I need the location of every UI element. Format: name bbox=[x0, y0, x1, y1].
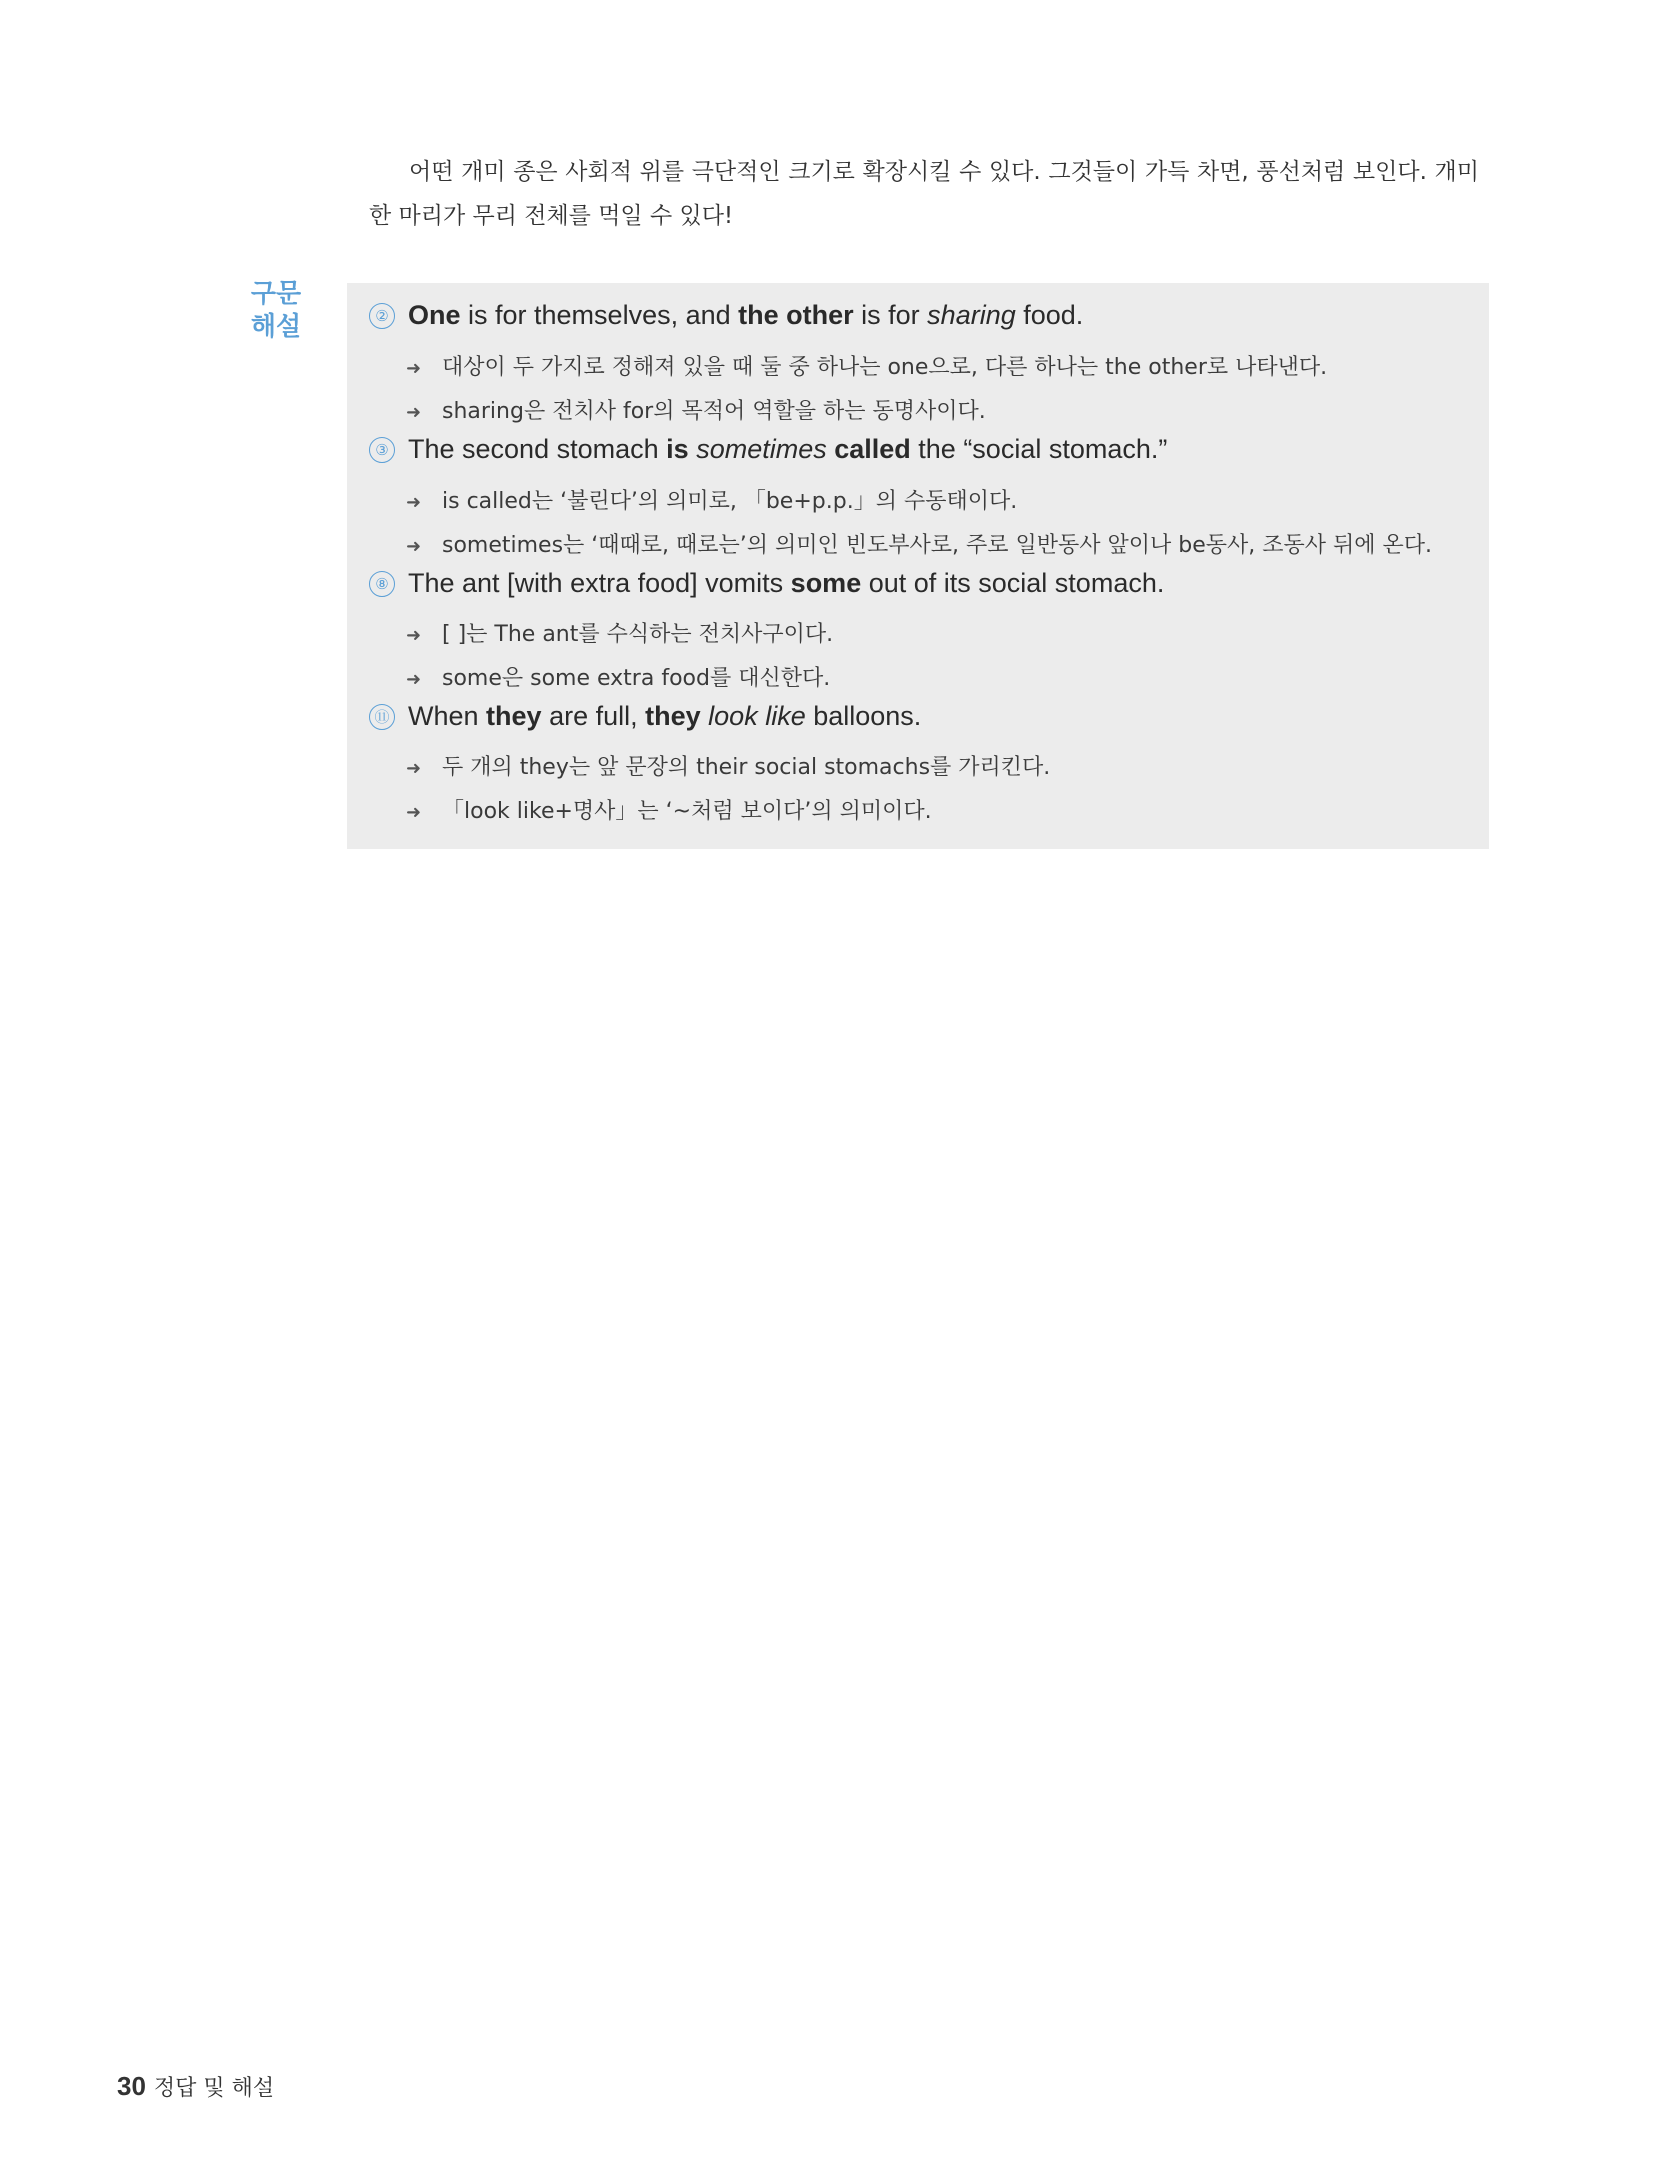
sentence-italic: sometimes bbox=[696, 434, 827, 464]
sentence-bold: called bbox=[834, 434, 911, 464]
section-label-line2: 해설 bbox=[250, 312, 302, 342]
sentence-number-icon: ② bbox=[369, 303, 395, 329]
note-11-1 bbox=[406, 750, 1050, 781]
arrow-right-icon: ➜ bbox=[406, 669, 422, 690]
section-label bbox=[246, 278, 306, 344]
arrow-right-icon: ➜ bbox=[406, 625, 422, 646]
sentence-text: are full, bbox=[541, 701, 646, 731]
korean-translation: 어떤 개미 종은 사회적 위를 극단적인 크기로 확장시킬 수 있다. 그것들이 가득 차면, 풍선처럼 보인다. 개미 한 마리가 무리 전체를 먹일 수 있다! bbox=[369, 159, 1479, 229]
sentence-text: out of its social stomach. bbox=[861, 568, 1165, 598]
sentence-text: balloons. bbox=[805, 701, 922, 731]
note-3-2 bbox=[406, 528, 1432, 559]
sentence-text: The second stomach bbox=[408, 434, 667, 464]
sentence-8 bbox=[369, 568, 1164, 599]
sentence-2 bbox=[369, 300, 1083, 331]
footer-title: 정답 및 해설 bbox=[153, 2076, 275, 2101]
sentence-bold: the other bbox=[738, 300, 854, 330]
arrow-right-icon: ➜ bbox=[406, 402, 422, 423]
sentence-bold: is bbox=[666, 434, 689, 464]
note-text: sharing은 전치사 for의 목적어 역할을 하는 동명사이다. bbox=[442, 399, 986, 424]
sentence-number-icon: ⑪ bbox=[369, 704, 395, 730]
sentence-text: The ant [with extra food] vomits bbox=[408, 568, 791, 598]
note-2-1 bbox=[406, 350, 1327, 381]
sentence-bold: some bbox=[790, 568, 862, 598]
note-11-2 bbox=[406, 794, 932, 825]
sentence-text: is for bbox=[853, 300, 928, 330]
sentence-italic: sharing bbox=[927, 300, 1016, 330]
sentence-3 bbox=[369, 434, 1167, 465]
sentence-11 bbox=[369, 701, 921, 732]
arrow-right-icon: ➜ bbox=[406, 758, 422, 779]
note-text: 대상이 두 가지로 정해져 있을 때 둘 중 하나는 one으로, 다른 하나는 the other로 나타낸다. bbox=[442, 355, 1328, 380]
sentence-bold: One bbox=[408, 300, 461, 330]
note-text: some은 some extra food를 대신한다. bbox=[442, 666, 831, 691]
arrow-right-icon: ➜ bbox=[406, 492, 422, 513]
sentence-bold: they bbox=[645, 701, 701, 731]
note-2-2 bbox=[406, 394, 986, 425]
arrow-right-icon: ➜ bbox=[406, 536, 422, 557]
sentence-number-icon: ⑧ bbox=[369, 571, 395, 597]
note-text: [ ]는 The ant를 수식하는 전치사구이다. bbox=[442, 622, 834, 647]
arrow-right-icon: ➜ bbox=[406, 358, 422, 379]
note-3-1 bbox=[406, 484, 1017, 515]
note-text: is called는 ‘불린다’의 의미로, 「be+p.p.」의 수동태이다. bbox=[442, 489, 1018, 514]
sentence-text: When bbox=[408, 701, 487, 731]
note-text: 「look like+명사」는 ‘~처럼 보이다’의 의미이다. bbox=[442, 799, 932, 824]
note-text: sometimes는 ‘때때로, 때로는’의 의미인 빈도부사로, 주로 일반동사 앞이나 be동사, 조동사 뒤에 온다. bbox=[442, 533, 1433, 558]
note-8-2 bbox=[406, 661, 830, 692]
page-number: 30 bbox=[117, 2071, 146, 2101]
sentence-text: the “social stomach.” bbox=[910, 434, 1168, 464]
section-label-line1: 구문 bbox=[250, 279, 302, 309]
note-text: 두 개의 they는 앞 문장의 their social stomachs를 가리킨다. bbox=[442, 755, 1051, 780]
sentence-number-icon: ③ bbox=[369, 437, 395, 463]
sentence-text: food. bbox=[1015, 300, 1084, 330]
sentence-italic: look like bbox=[708, 701, 806, 731]
page-footer bbox=[117, 2071, 274, 2102]
note-8-1 bbox=[406, 617, 833, 648]
sentence-bold: they bbox=[486, 701, 542, 731]
arrow-right-icon: ➜ bbox=[406, 802, 422, 823]
sentence-text: is for themselves, and bbox=[460, 300, 739, 330]
